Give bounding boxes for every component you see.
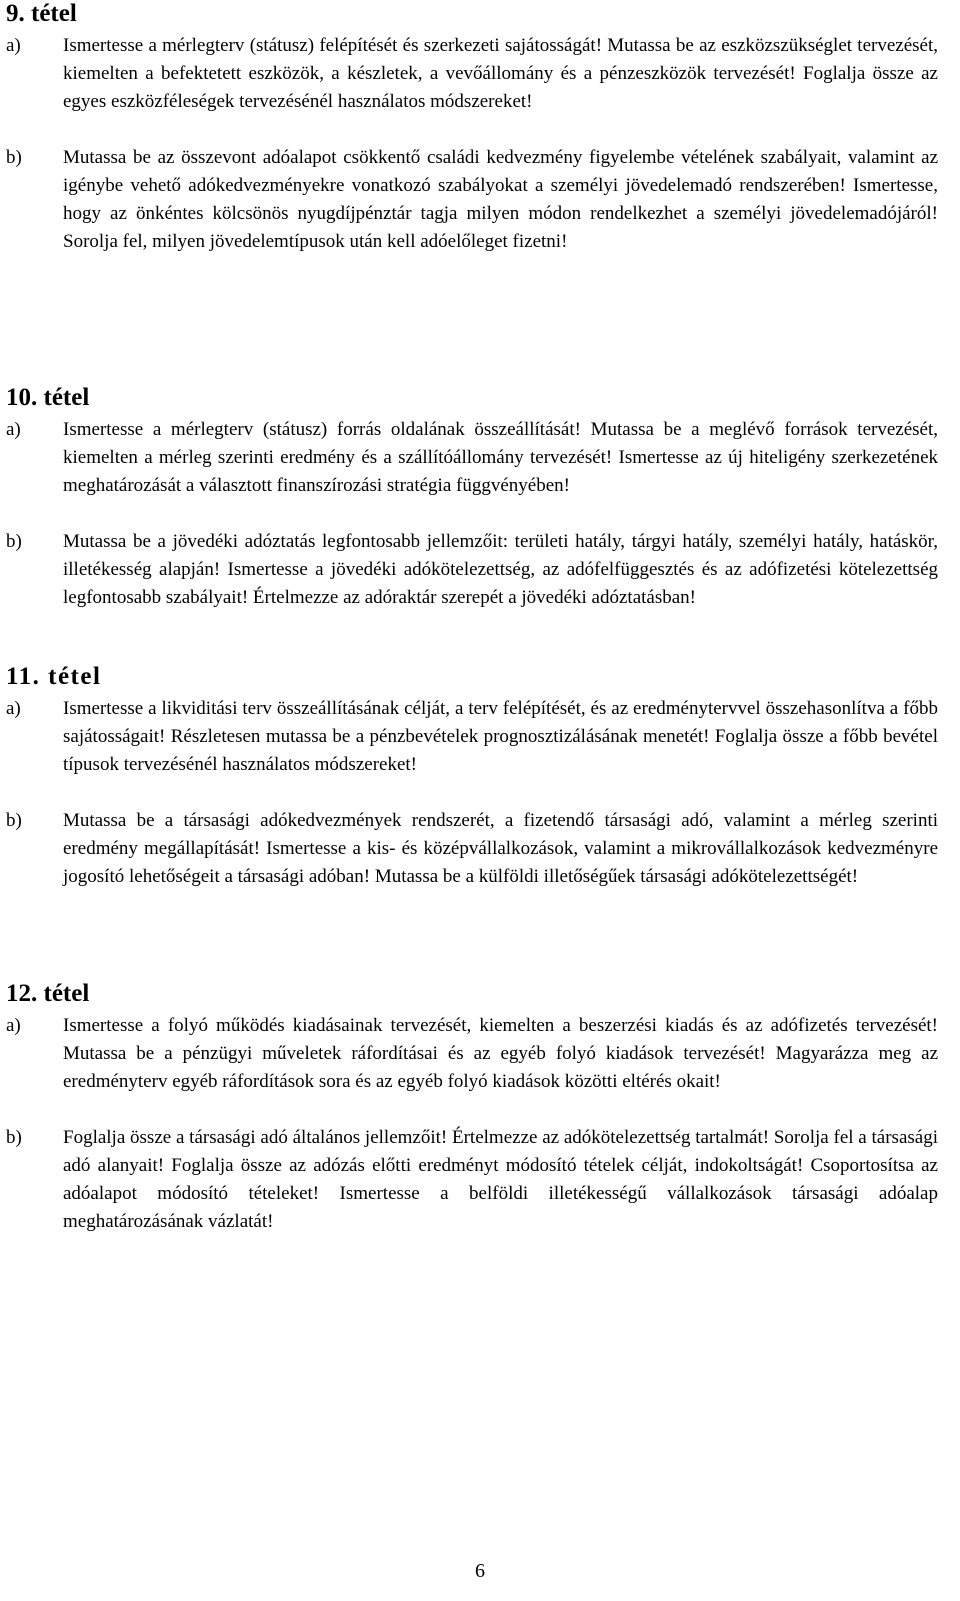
question-label: a) bbox=[6, 1015, 21, 1036]
section-title: 12. tétel bbox=[6, 980, 90, 1007]
question-text: Ismertesse a mérlegterv (státusz) forrás oldalának összeállítását! Mutassa be a meglévő források tervezését, kiemelten a mérleg szerinti eredmény és a szállítóállomány tervezését! Ismertesse az új hiteligény szerkezetének meghatározását a választott finanszírozási stratégia függvényében! bbox=[63, 419, 938, 496]
section-12 bbox=[6, 980, 938, 1236]
question-text: Foglalja össze a társasági adó általános jellemzőit! Értelmezze az adókötelezettség tartalmát! Sorolja fel a társasági adó alanyait! Foglalja össze az adózás előtti eredményt módosító tételek célját, indokoltságát! Csoportosítsa az adóalapot módosító tételeket! Ismertesse a belföldi illetékességű vállalkozások társasági adóalap meghatározásának vázlatát! bbox=[63, 1127, 938, 1232]
section-10 bbox=[6, 384, 938, 612]
question-text: Ismertesse a mérlegterv (státusz) felépítését és szerkezeti sajátosságát! Mutassa be az eszközszükséglet tervezését, kiemelten a befektetett eszközök, a készletek, a vevőállomány és a pénzeszközök tervezését! Foglalja össze az egyes eszközféleségek tervezésénél használatos módszereket! bbox=[63, 35, 938, 112]
section-title: 9. tétel bbox=[6, 0, 77, 27]
question-a bbox=[6, 416, 938, 500]
question-b bbox=[6, 1124, 938, 1236]
question-label: a) bbox=[6, 419, 21, 440]
section-9 bbox=[6, 0, 938, 256]
question-a bbox=[6, 1012, 938, 1096]
question-text: Ismertesse a likviditási terv összeállításának célját, a terv felépítését, és az eredménytervvel összehasonlítva a főbb sajátosságait! Részletesen mutassa be a pénzbevételek prognosztizálásának menetét! Foglalja össze a főbb bevétel típusok tervezésénél használatos módszereket! bbox=[63, 698, 938, 775]
page-number: 6 bbox=[475, 1560, 485, 1582]
question-text: Mutassa be a társasági adókedvezmények rendszerét, a fizetendő társasági adó, valamint a mérleg szerinti eredmény megállapítását! Ismertesse a kis- és középvállalkozások, valamint a mikrovállalkozások kedvezményre jogosító lehetőségeit a társasági adóban! Mutassa be a külföldi illetőségűek társasági adókötelezettségét! bbox=[63, 810, 938, 887]
question-label: a) bbox=[6, 698, 21, 719]
question-text: Mutassa be az összevont adóalapot csökkentő családi kedvezmény figyelembe vételének szabályait, valamint az igénybe vehető adókedvezményekre vonatkozó szabályokat a személyi jövedelemadó rendszerében! Ismertesse, hogy az önkéntes kölcsönös nyugdíjpénztár tagja milyen módon rendelkezhet a személyi jövedelemadójáról! Sorolja fel, milyen jövedelemtípusok után kell adóelőleget fizetni! bbox=[63, 147, 938, 252]
question-text: Ismertesse a folyó működés kiadásainak tervezését, kiemelten a beszerzési kiadás és az adófizetés tervezését! Mutassa be a pénzügyi műveletek ráfordításai és az egyéb folyó kiadások tervezését! Magyarázza meg az eredményterv egyéb ráfordítások sora és az egyéb folyó kiadások közötti eltérés okait! bbox=[63, 1015, 938, 1092]
question-label: b) bbox=[6, 810, 22, 831]
question-label: b) bbox=[6, 531, 22, 552]
question-label: b) bbox=[6, 1127, 22, 1148]
question-b bbox=[6, 807, 938, 891]
question-b bbox=[6, 528, 938, 612]
section-title: 10. tétel bbox=[6, 384, 90, 411]
question-text: Mutassa be a jövedéki adóztatás legfontosabb jellemzőit: területi hatály, tárgyi hatály, személyi hatály, hatáskör, illetékesség alapján! Ismertesse a jövedéki adókötelezettség, az adófelfüggesztés és az adófizetési kötelezettség legfontosabb szabályait! Értelmezze az adóraktár szerepét a jövedéki adóztatásban! bbox=[63, 531, 938, 608]
question-b bbox=[6, 144, 938, 256]
question-label: b) bbox=[6, 147, 22, 168]
section-title: 11. tétel bbox=[6, 663, 102, 690]
question-a bbox=[6, 695, 938, 779]
question-a bbox=[6, 32, 938, 116]
section-11 bbox=[6, 663, 938, 891]
question-label: a) bbox=[6, 35, 21, 56]
